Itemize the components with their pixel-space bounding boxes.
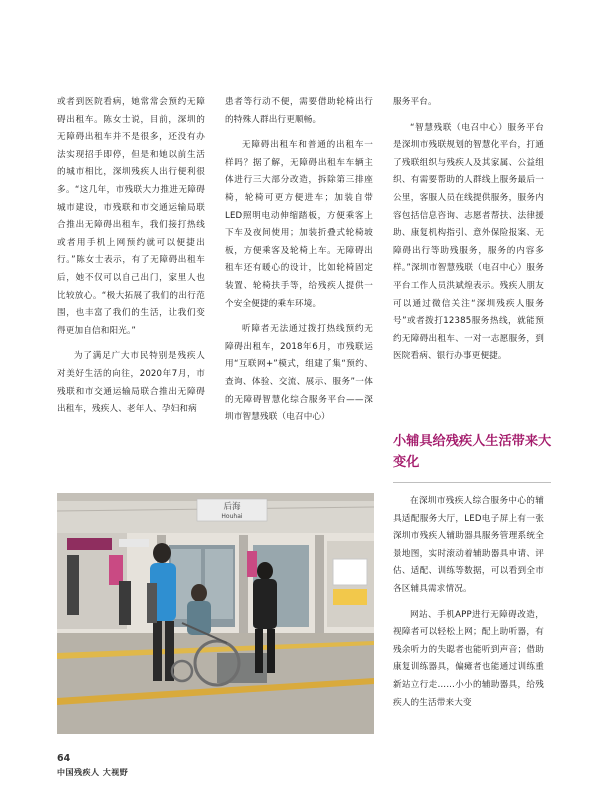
station-sign-pinyin: Houhai bbox=[221, 513, 243, 520]
text-column-2 bbox=[225, 94, 373, 427]
paragraph: 为了满足广大市民特别是残疾人对美好生活的向往，2020年7月，市残联和市交通运输局联合推出无障碍出租车，残疾人、老年人、孕妇和病 bbox=[57, 351, 205, 415]
section-heading: 小辅具给残疾人生活带来大变化 bbox=[393, 434, 552, 470]
heading-divider bbox=[393, 482, 551, 483]
paragraph: “智慧残联（电召中心）服务平台是深圳市残联规划的智慧化平台，打通了残联组织与残疾人及其家属、公益组织、有需要帮助的人群线上服务最后一公里，客服人员在线提供服务，服务内容包括信息咨询、志愿者帮扶、法律援助、康复机构指引、意外保险报案、无障碍出行等助残服务，服务的内容多样。”深圳市智慧残联（电召中心）服务平台工作人员洪斌煌表示。残疾人朋友可以通过微信关注“深圳残疾人服务号”或者拨打12385服务热线，就能预约无障碍出租车、一对一志愿服务，到医院看病、银行办事更便捷。 bbox=[393, 122, 544, 362]
page-number: 64 bbox=[57, 753, 71, 764]
paragraph: 或者到医院看病，她常常会预约无障碍出租车。陈女士说，目前，深圳的无障碍出租车并不是很多，还没有办法实现招手即停，但是和她以前生活的城市相比，深圳残疾人出行便利很多。“这几年，市残联大力推进无障碍城市建设，市残联和市交通运输局联合推出无障碍出租车，我们接打热线或者用手机上网预约就可以便捷出行。”陈女士表示，有了无障碍出租车后，她不仅可以自己出门，家里人也比较放心。“极大拓展了我们的出行范围，也丰富了我们的生活，让我们变得更加自信和阳光。” bbox=[57, 97, 205, 336]
paragraph: 患者等行动不便，需要借助轮椅出行的特殊人群出行更顺畅。 bbox=[225, 97, 373, 125]
text-column-3 bbox=[393, 94, 544, 366]
paragraph: 服务平台。 bbox=[393, 97, 437, 107]
paragraph: 无障碍出租车和普通的出租车一样吗？据了解，无障碍出租车车辆主体进行三大部分改造，拆除第三排座椅，轮椅可更方便进车；加装自带LED照明电动伸缩踏板，方便乘客上下车及夜间使用；加装折叠式轮椅坡板，方便乘客及轮椅上车。无障碍出租车还有暖心的设计，比如轮椅固定装置、轮椅扶手等，给残疾人提供一个安全便捷的乘车环境。 bbox=[225, 140, 373, 309]
text-column-1 bbox=[57, 94, 205, 419]
paragraph: 网站、手机APP进行无障碍改造，视障者可以轻松上网；配上助听器，有残余听力的失聪者也能听到声音；借助康复训练器具，偏瘫者也能通过训练重新站立行走……小小的辅助器具，给残疾人的生活带来大变 bbox=[393, 609, 544, 708]
station-sign-text: 后海 bbox=[223, 502, 241, 512]
paragraph: 听障者无法通过拨打热线预约无障碍出租车，2018年6月，市残联运用“互联网+”模式，组建了集“预约、查询、体验、交流、展示、服务”一体的无障碍智慧化综合服务平台——深圳市智慧残联（电召中心） bbox=[225, 324, 373, 423]
text-column-3-lower bbox=[393, 493, 544, 712]
metro-wheelchair-photo bbox=[57, 493, 374, 734]
magazine-name: 中国残疾人 大视野 bbox=[57, 767, 129, 777]
paragraph: 在深圳市残疾人综合服务中心的辅具适配服务大厅，LED电子屏上有一张深圳市残疾人辅助器具服务管理系统全景地图，实时滚动着辅助器具申请、评估、适配、训练等数据，可以看到全市各区辅具需求情况。 bbox=[393, 496, 544, 594]
